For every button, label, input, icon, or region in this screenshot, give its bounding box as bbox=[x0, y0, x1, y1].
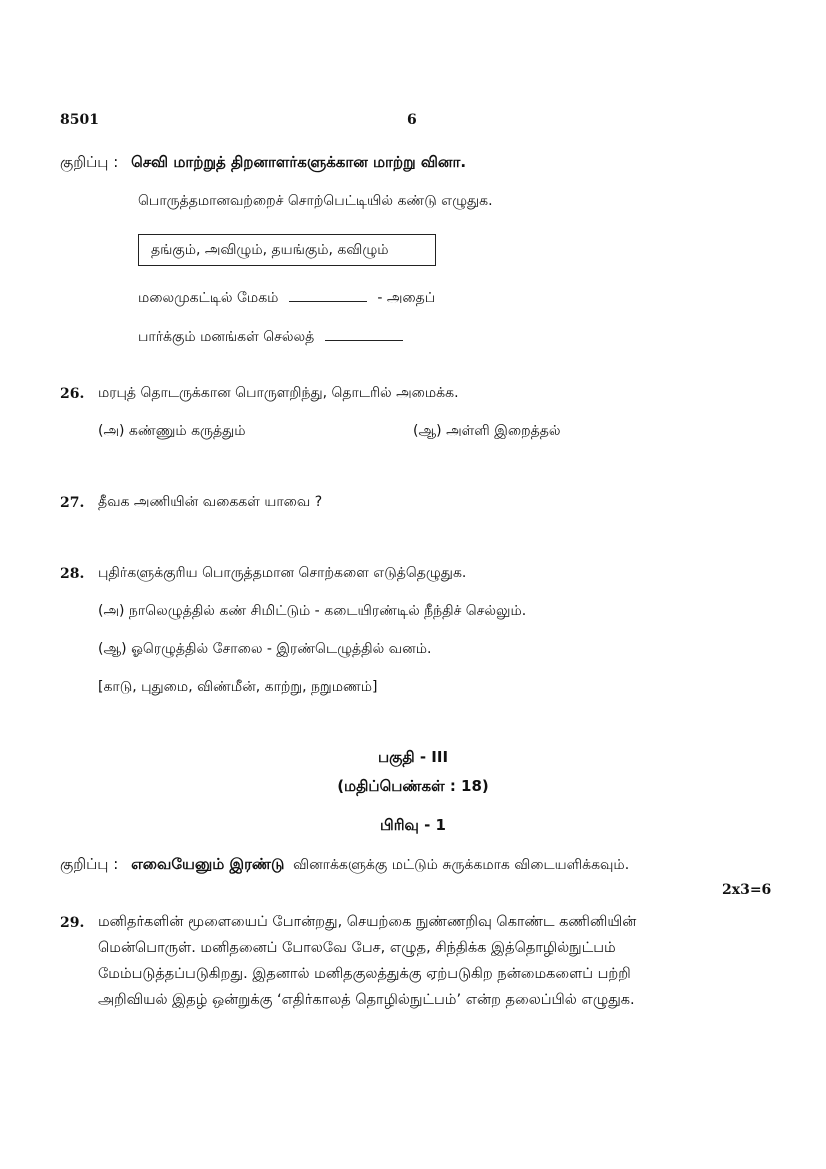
question-28-text: புதிர்களுக்குரிய பொருத்தமான சொற்களை எடுத்தெழுதுக. bbox=[98, 565, 467, 581]
note-1 bbox=[60, 153, 466, 173]
question-29-line: அறிவியல் இதழ் ஒன்றுக்கு ‘எதிர்காலத் தொழில்நுட்பம்’ என்ற தலைப்பில் எழுதுக. bbox=[98, 992, 635, 1008]
question-29-line: மென்பொருள். மனிதனைப் போலவே பேச, எழுத, சிந்திக்க இத்தொழில்நுட்பம் bbox=[98, 940, 616, 956]
note-1-label: குறிப்பு : bbox=[60, 153, 119, 171]
section-marks: (மதிப்பெண்கள் : 18) bbox=[337, 777, 489, 795]
note-1-text: செவி மாற்றுத் திறனாளர்களுக்கான மாற்று வினா. bbox=[131, 153, 467, 171]
question-28-choices: [காடு, புதுமை, விண்மீன், காற்று, நறுமணம்] bbox=[98, 679, 378, 695]
question-28-option-a: (அ) நாலெழுத்தில் கண் சிமிட்டும் - கடையிரண்டில் நீந்திச் செல்லும். bbox=[98, 603, 527, 619]
note-2 bbox=[60, 855, 629, 875]
page-number: 6 bbox=[407, 112, 417, 128]
section-title: பகுதி - III bbox=[377, 748, 449, 766]
question-26-option-b: (ஆ) அள்ளி இறைத்தல் bbox=[413, 423, 561, 439]
note-2-bold-text: எவையேனும் இரண்டு bbox=[131, 855, 285, 873]
fill-line-1-end: - அதைப் bbox=[377, 290, 436, 306]
fill-blank-1 bbox=[289, 287, 367, 302]
question-29-number: 29. bbox=[60, 915, 85, 931]
question-28-number: 28. bbox=[60, 566, 85, 582]
paper-code: 8501 bbox=[60, 112, 99, 128]
question-29-text bbox=[98, 909, 738, 1013]
question-27-text: தீவக அணியின் வகைகள் யாவை ? bbox=[98, 494, 323, 510]
question-26-text: மரபுத் தொடருக்கான பொருளறிந்து, தொடரில் அமைக்க. bbox=[98, 385, 459, 401]
question-28-option-b: (ஆ) ஓரெழுத்தில் சோலை - இரண்டெழுத்தில் வனம். bbox=[98, 641, 432, 657]
note-1-instruction: பொருத்தமானவற்றைச் சொற்பெட்டியில் கண்டு எழுதுக. bbox=[138, 193, 493, 209]
fill-line-2-start: பார்க்கும் மனங்கள் செல்லத் bbox=[138, 329, 315, 345]
question-27-number: 27. bbox=[60, 495, 85, 511]
question-26-option-a: (அ) கண்ணும் கருத்தும் bbox=[98, 423, 246, 439]
fill-line-2 bbox=[138, 326, 403, 347]
note-2-text: வினாக்களுக்கு மட்டும் சுருக்கமாக விடையளிக்கவும். bbox=[293, 857, 630, 873]
note-2-marks: 2x3=6 bbox=[722, 882, 772, 898]
question-29-line: மனிதர்களின் மூளையைப் போன்றது, செயற்கை நுண்ணறிவு கொண்ட கணினியின் bbox=[98, 914, 637, 930]
fill-line-1 bbox=[138, 287, 435, 308]
question-29-line: மேம்படுத்தப்படுகிறது. இதனால் மனிதகுலத்துக்கு ஏற்படுகிற நன்மைகளைப் பற்றி bbox=[98, 966, 631, 982]
fill-line-1-start: மலைமுகட்டில் மேகம் bbox=[138, 290, 279, 306]
note-2-label: குறிப்பு : bbox=[60, 855, 119, 873]
question-26-number: 26. bbox=[60, 386, 85, 402]
fill-blank-2 bbox=[325, 326, 403, 341]
word-box: தங்கும், அவிழும், தயங்கும், கவிழும் bbox=[138, 234, 436, 266]
section-division: பிரிவு - 1 bbox=[380, 816, 446, 834]
